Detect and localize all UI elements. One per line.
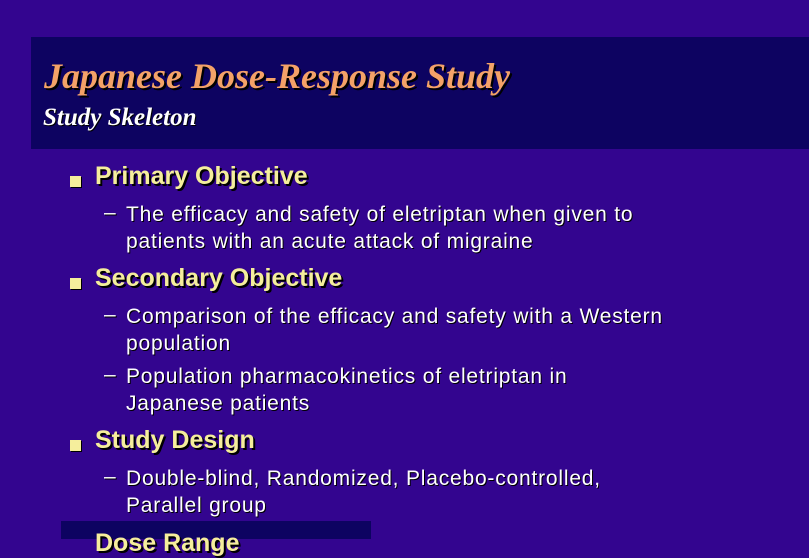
dash-bullet-icon: –	[104, 363, 116, 386]
square-bullet-icon	[70, 440, 81, 451]
section-heading: Secondary Objective	[95, 264, 343, 292]
sub-bullet-line: Japanese patients	[126, 392, 311, 415]
next-section-band	[61, 521, 371, 557]
sub-bullet-text	[126, 363, 567, 417]
section-heading: Study Design	[95, 426, 255, 454]
square-bullet-icon	[70, 176, 81, 187]
sub-bullet-line: Parallel group	[126, 494, 267, 517]
square-bullet-icon	[70, 278, 81, 289]
sub-bullet-line: population	[126, 332, 231, 355]
slide-subtitle: Study Skeleton	[43, 104, 197, 131]
sub-bullet-text	[126, 465, 601, 519]
dash-bullet-icon: –	[104, 201, 116, 224]
slide-title: Japanese Dose-Response Study	[44, 56, 510, 96]
title-band	[31, 37, 809, 149]
dash-bullet-icon: –	[104, 303, 116, 326]
sub-bullet-text	[126, 303, 663, 357]
sub-bullet-line: The efficacy and safety of eletriptan when given to	[126, 203, 634, 226]
cut-off-section-heading: Dose Range	[95, 529, 240, 557]
section-heading: Primary Objective	[95, 162, 308, 190]
sub-bullet-line: Population pharmacokinetics of eletriptan in	[126, 365, 568, 388]
dash-bullet-icon: –	[104, 465, 116, 488]
sub-bullet-text	[126, 201, 633, 255]
sub-bullet-line: Double-blind, Randomized, Placebo-controlled,	[126, 467, 601, 490]
sub-bullet-line: Comparison of the efficacy and safety with a Western	[126, 305, 663, 328]
sub-bullet-line: patients with an acute attack of migraine	[126, 230, 534, 253]
